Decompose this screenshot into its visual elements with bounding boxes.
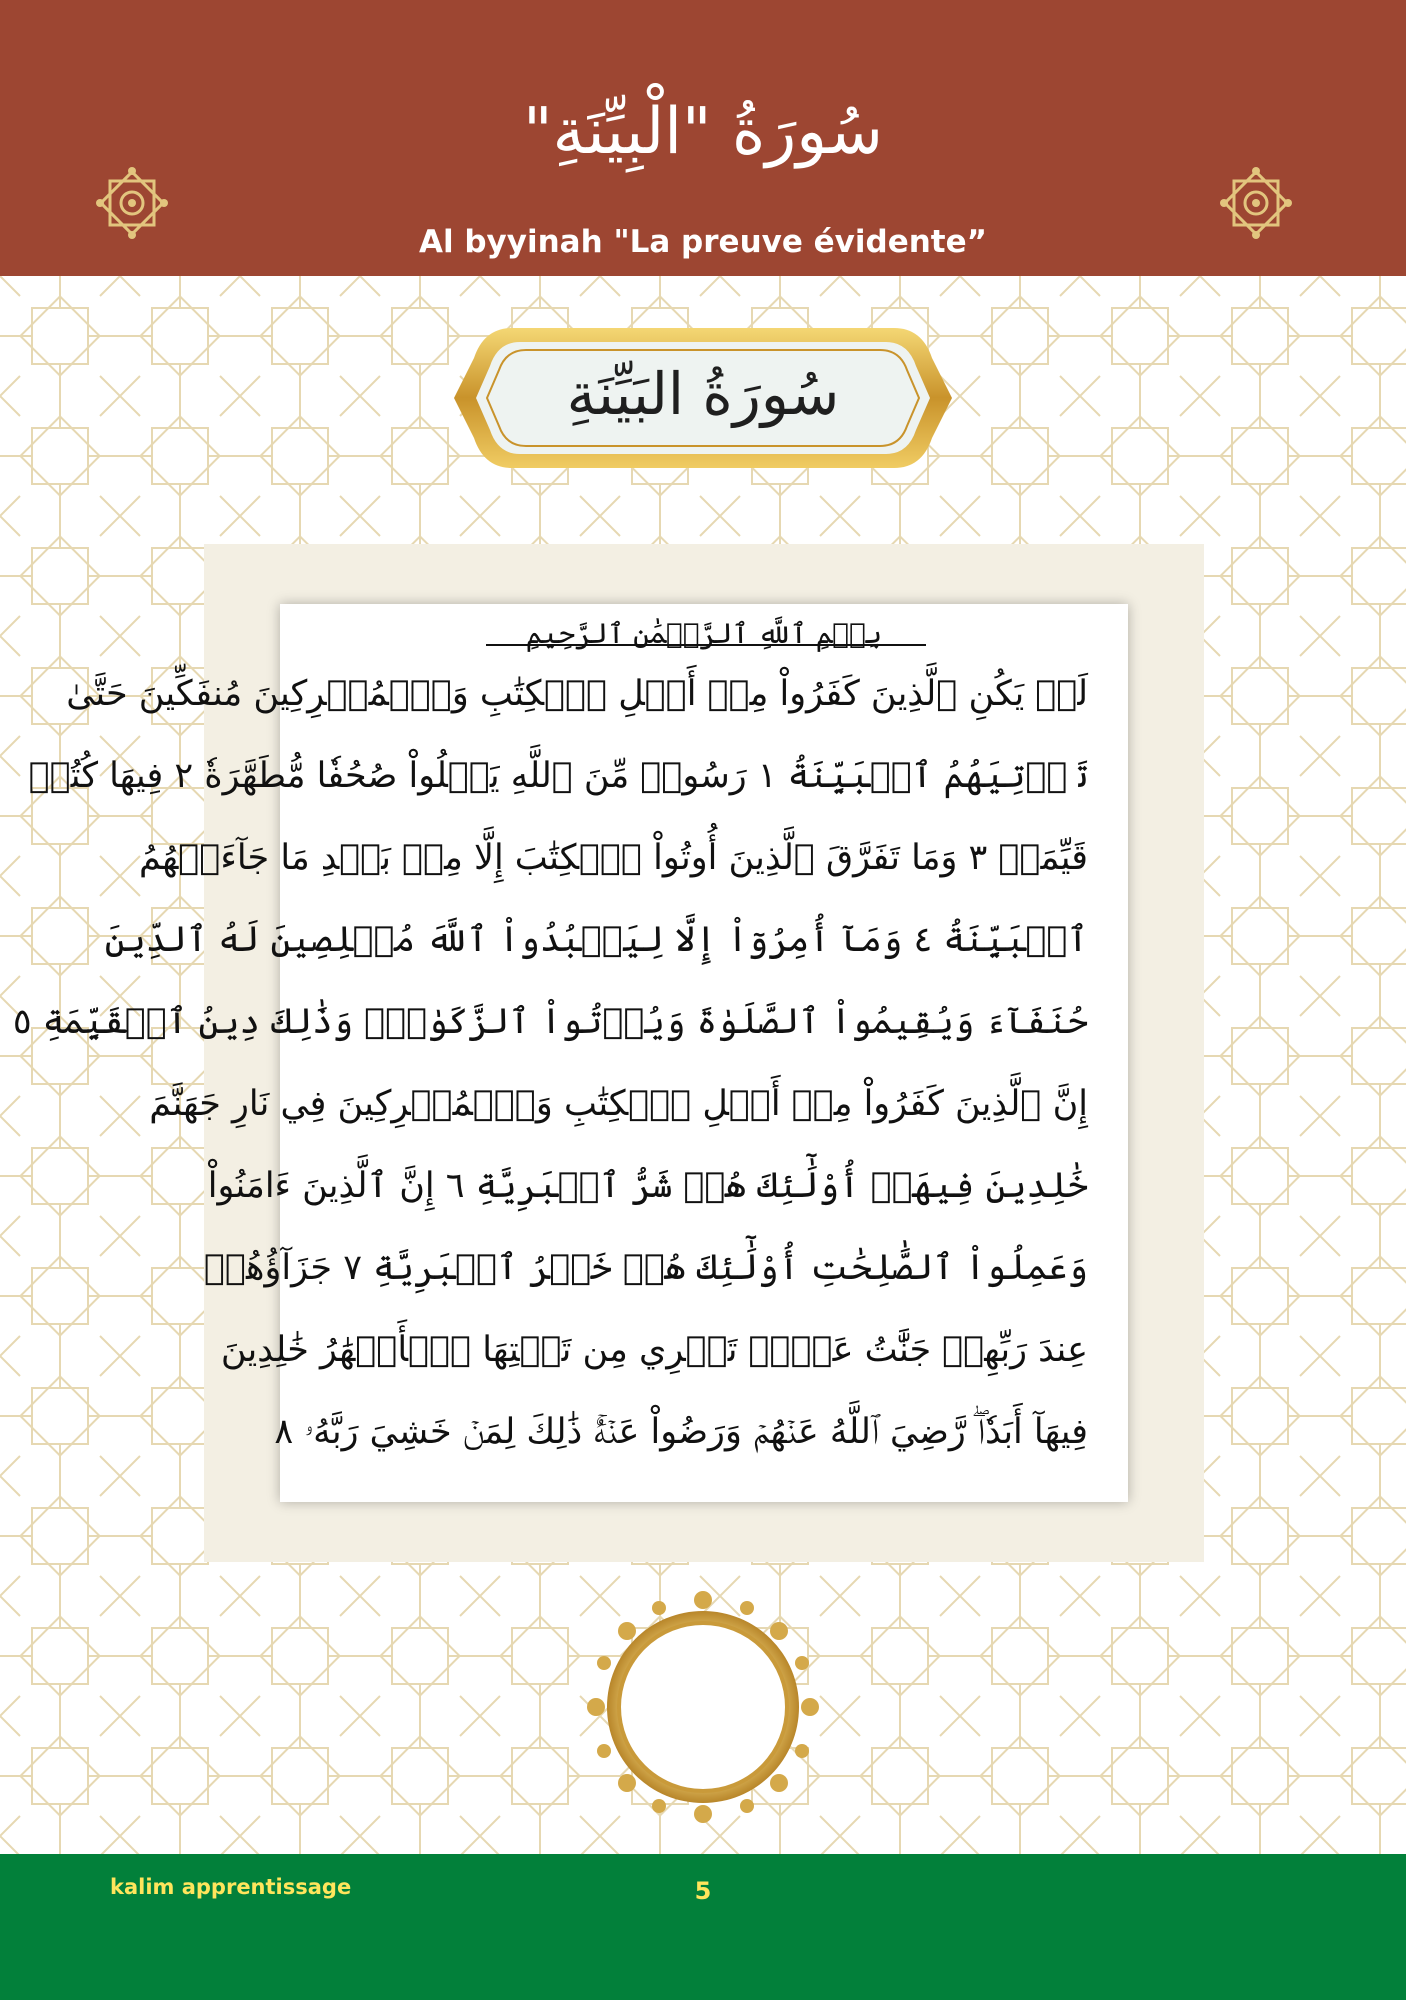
page-number: 5: [694, 1877, 712, 1905]
gold-medallion-icon: [586, 1590, 820, 1824]
verse-line: قَيِّمَةٞ ٣ وَمَا تَفَرَّقَ ٱلَّذِينَ أُوتُواْ ٱلۡكِتَٰبَ إِلَّا مِنۢ بَعۡدِ مَا جَآءَتۡهُمُ: [139, 838, 1088, 878]
verse-line: خَٰلِدِينَ فِيهَآۚ أُوْلَٰٓئِكَ هُمۡ شَرُّ ٱلۡبَرِيَّةِ ٦ إِنَّ ٱلَّذِينَ ءَامَنُواْ: [207, 1166, 1088, 1206]
verse-line: عِندَ رَبِّهِمۡ جَنَّٰتُ عَدۡنٖ تَجۡرِي مِن تَحۡتِهَا ٱلۡأَنۡهَٰرُ خَٰلِدِينَ: [220, 1330, 1088, 1370]
surah-french-subtitle: Al byyinah "La preuve évidente”: [418, 224, 988, 260]
surah-title-calligraphy: سُورَةُ البَيِّنَةِ: [566, 360, 840, 428]
rosette-icon: [1216, 163, 1296, 243]
rosette-icon: [92, 163, 172, 243]
verse-line: تَأۡتِيَهُمُ ٱلۡبَيِّنَةُ ١ رَسُولٞ مِّنَ ٱللَّهِ يَتۡلُواْ صُحُفٗا مُّطَهَّرَةٗ ٢ فِيهَا كُتُبٞ: [28, 756, 1088, 796]
verse-line: ٱلۡبَيِّنَةُ ٤ وَمَآ أُمِرُوٓاْ إِلَّا لِيَعۡبُدُواْ ٱللَّهَ مُخۡلِصِينَ لَهُ ٱلدِّينَ: [104, 920, 1088, 960]
mushaf-page: [12, 604, 1128, 1502]
verse-line: إِنَّ ٱلَّذِينَ كَفَرُواْ مِنۡ أَهۡلِ ٱلۡكِتَٰبِ وَٱلۡمُشۡرِكِينَ فِي نَارِ جَهَنَّمَ: [149, 1084, 1088, 1124]
verse-line: فِيهَآ أَبَدٗاۖ رَّضِيَ ٱللَّهُ عَنۡهُمۡ وَرَضُواْ عَنۡهُۚ ذَٰلِكَ لِمَنۡ خَشِيَ رَبَّهُۥ ٨: [274, 1412, 1088, 1452]
verse-line: حُنَفَآءَ وَيُقِيمُواْ ٱلصَّلَوٰةَ وَيُؤۡتُواْ ٱلزَّكَوٰةَۚ وَذَٰلِكَ دِينُ ٱلۡقَيِّمَةِ ٥: [12, 1002, 1088, 1042]
verse-line: وَعَمِلُواْ ٱلصَّٰلِحَٰتِ أُوْلَٰٓئِكَ هُمۡ خَيۡرُ ٱلۡبَرِيَّةِ ٧ جَزَآؤُهُمۡ: [204, 1248, 1088, 1288]
verse-line: لَمۡ يَكُنِ ٱلَّذِينَ كَفَرُواْ مِنۡ أَهۡلِ ٱلۡكِتَٰبِ وَٱلۡمُشۡرِكِينَ مُنفَكِّينَ حَتَّىٰ: [66, 674, 1088, 714]
surah-arabic-heading: سُورَةُ "الْبِيِّنَةِ": [523, 95, 883, 169]
footer-brand: kalim apprentissage: [110, 1875, 352, 1899]
basmala: بِسۡمِ ٱللَّهِ ٱلرَّحۡمَٰنِ ٱلرَّحِيمِ: [525, 617, 883, 650]
